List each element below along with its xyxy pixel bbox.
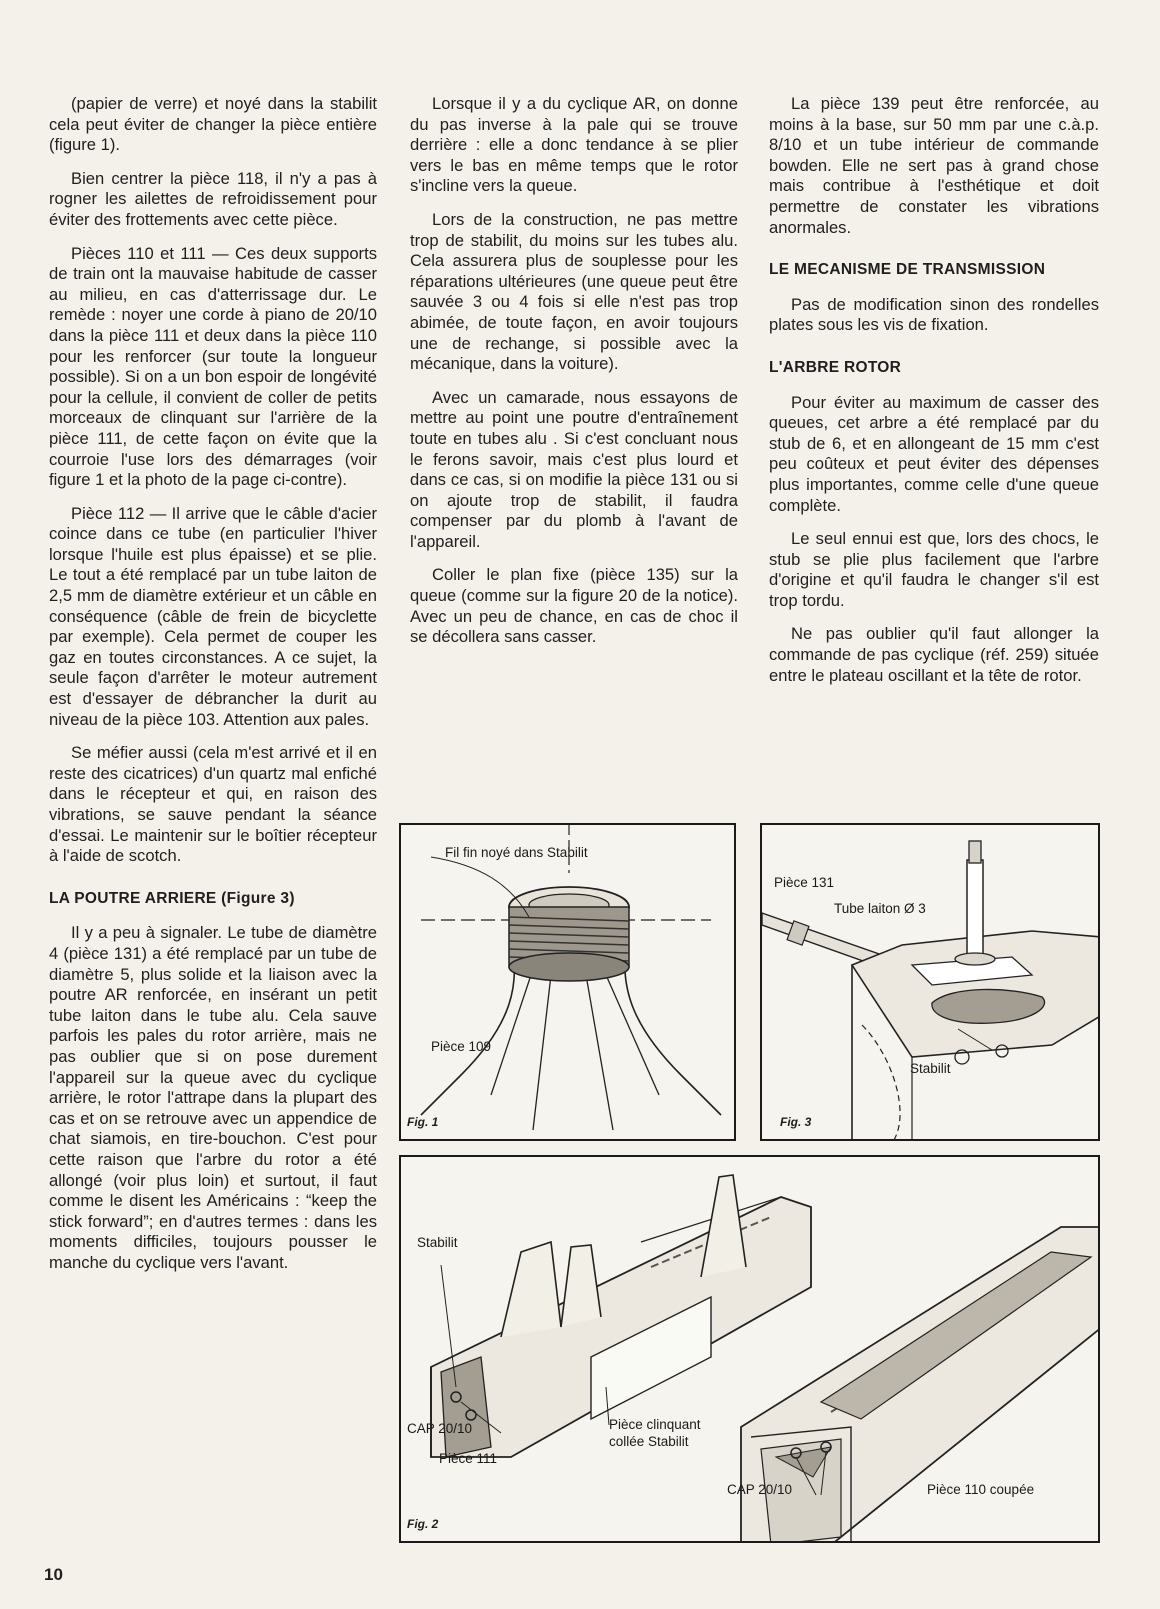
- paragraph: Lorsque il y a du cyclique AR, on donne du pas inverse à la pale qui se trouve derrière : elle a donc tendance à se plier vers le bas en même temps que le rotor s'incline vers la queue.: [410, 94, 738, 196]
- section-heading: LA POUTRE ARRIERE (Figure 3): [49, 889, 295, 907]
- paragraph: Le seul ennui est que, lors des chocs, le stub se plie plus facilement que l'arbre d'origine et qu'il faudra le changer s'il est trop tordu.: [769, 529, 1099, 610]
- paragraph: Bien centrer la pièce 118, il n'y a pas à rogner les ailettes de refroidissement pour éviter des frottements avec cette pièce.: [49, 168, 377, 229]
- paragraph: Se méfier aussi (cela m'est arrivé et il en reste des cicatrices) d'un quartz mal enfiché dans le récepteur et qui, en raison des vibrations, se sauve pendant la séance d'essai. Le maintenir sur le boîtier récepteur à l'aide de scotch.: [49, 743, 377, 866]
- fig3-label-part: Pièce 131: [774, 875, 835, 890]
- text-column-1: [49, 94, 377, 1286]
- paragraph: Avec un camarade, nous essayons de mettre au point une poutre d'entraînement toute en tubes alu . Si c'est concluant nous le ferons savoir, mais c'est plus lourd et dans ce cas, si on modifie la pièce 131 ou si on ajoute trop de stabilit, il faudra compenser par du plomb à l'avant de l'appareil.: [410, 387, 738, 551]
- fig2-label-clinquant-2: collée Stabilit: [609, 1434, 689, 1449]
- figure-3: [760, 823, 1100, 1141]
- section-heading: L'ARBRE ROTOR: [769, 358, 902, 376]
- paragraph: Pièce 112 — Il arrive que le câble d'acier coince dans ce tube (en particulier l'hiver lorsque l'huile est plus épaisse) et se plie. Le tout a été remplacé par un tube laiton de 2,5 mm de diamètre extérieur et un câble en conséquence (câble de frein de bicyclette par exemple). Cela permet de couper les gaz en toutes circonstances. A ce sujet, la seule façon d'arrêter le moteur autrement est d'essayer de débrancher la durit au niveau de la pièce 103. Attention aux pales.: [49, 503, 377, 729]
- fig3-number: Fig. 3: [780, 1115, 812, 1129]
- paragraph: La pièce 139 peut être renforcée, au moins à la base, sur 50 mm par une c.à.p. 8/10 et un tube intérieur de commande bowden. Elle ne sert pas à grand chose mais contribue à l'esthétique et doit permettre de constater les vibrations anormales.: [769, 94, 1099, 237]
- text-column-2: [410, 94, 738, 661]
- fig2-label-stabilit: Stabilit: [417, 1235, 458, 1250]
- paragraph: Ne pas oublier qu'il faut allonger la commande de pas cyclique (réf. 259) située entre le plateau oscillant et la tête de rotor.: [769, 624, 1099, 685]
- fig2-label-cap-left: CAP 20/10: [407, 1421, 473, 1436]
- fig2-number: Fig. 2: [407, 1517, 439, 1531]
- fig3-label-tube: Tube laiton Ø 3: [834, 901, 926, 916]
- fig2-label-part-111: Pièce 111: [439, 1451, 498, 1466]
- paragraph: Pas de modification sinon des rondelles plates sous les vis de fixation.: [769, 294, 1099, 335]
- fig2-label-clinquant-1: Pièce clinquant: [609, 1417, 701, 1432]
- fig1-label-part: Pièce 109: [431, 1039, 492, 1054]
- fig3-label-stabilit: Stabilit: [910, 1061, 951, 1076]
- figure-3-drawing: [762, 825, 1100, 1141]
- text-column-3: [769, 94, 1099, 699]
- fig1-number: Fig. 1: [407, 1115, 439, 1129]
- figure-1-drawing: [401, 825, 736, 1141]
- fig2-label-cap-right: CAP 20/10: [727, 1482, 793, 1497]
- paragraph: Lors de la construction, ne pas mettre trop de stabilit, du moins sur les tubes alu. Cela assurera plus de souplesse pour les réparations ultérieures (une queue peut être sauvée 3 ou 4 fois si elle n'est pas trop abimée, de toute façon, en avoir toujours une de rechange, si possible avec la mécanique, dans la voiture).: [410, 209, 738, 374]
- fig1-label-wire: Fil fin noyé dans Stabilit: [445, 845, 588, 860]
- paragraph: Pour éviter au maximum de casser des queues, cet arbre a été remplacé par du stub de 6, et en allongeant de 15 mm c'est peu coûteux et peut éviter des dépenses plus importantes, comme celle d'une queue complète.: [769, 392, 1099, 515]
- paragraph: Pièces 110 et 111 — Ces deux supports de train ont la mauvaise habitude de casser au milieu, en cas d'atterrissage dur. Le remède : noyer une corde à piano de 20/10 dans la pièce 111 et deux dans la pièce 110 pour les renforcer (sur toute la longueur possible). Si on a un bon espoir de longévité pour la cellule, il convient de coller de petits morceaux de clinquant sur l'arrière de la pièce 111, de cette façon on évite que la courroie l'use lors des démarrages (voir figure 1 et la photo de la page ci-contre).: [49, 243, 377, 490]
- figure-2: [399, 1155, 1100, 1543]
- fig2-label-part-110: Pièce 110 coupée: [927, 1482, 1035, 1497]
- figure-1: [399, 823, 736, 1141]
- page-number: 10: [44, 1565, 63, 1584]
- paragraph: Il y a peu à signaler. Le tube de diamètre 4 (pièce 131) a été remplacé par un tube de diamètre 5, plus solide et la liaison avec la poutre AR renforcée, en insérant un petit tube laiton dans le tube alu. Cela sauve parfois les pales du rotor arrière, mais ne pas oublier que si on pose durement l'appareil sur la queue avec du cyclique arrière, le rotor l'attrape dans la plupart des cas et on se retrouve avec un appendice de chat siamois, en tire-bouchon. C'est pour cette raison que l'arbre du rotor a été allongé (voir plus loin) et surtout, il faut comme le disent les Américains : “keep the stick forward”; en d'autres termes : dans les moments difficiles, toujours pousser le manche du cyclique vers l'avant.: [49, 923, 377, 1272]
- paragraph: (papier de verre) et noyé dans la stabilit cela peut éviter de changer la pièce entière (figure 1).: [49, 94, 377, 155]
- section-heading: LE MECANISME DE TRANSMISSION: [769, 261, 1046, 279]
- paragraph: Coller le plan fixe (pièce 135) sur la queue (comme sur la figure 20 de la notice). Avec un peu de chance, en cas de choc il se décollera sans casser.: [410, 565, 738, 647]
